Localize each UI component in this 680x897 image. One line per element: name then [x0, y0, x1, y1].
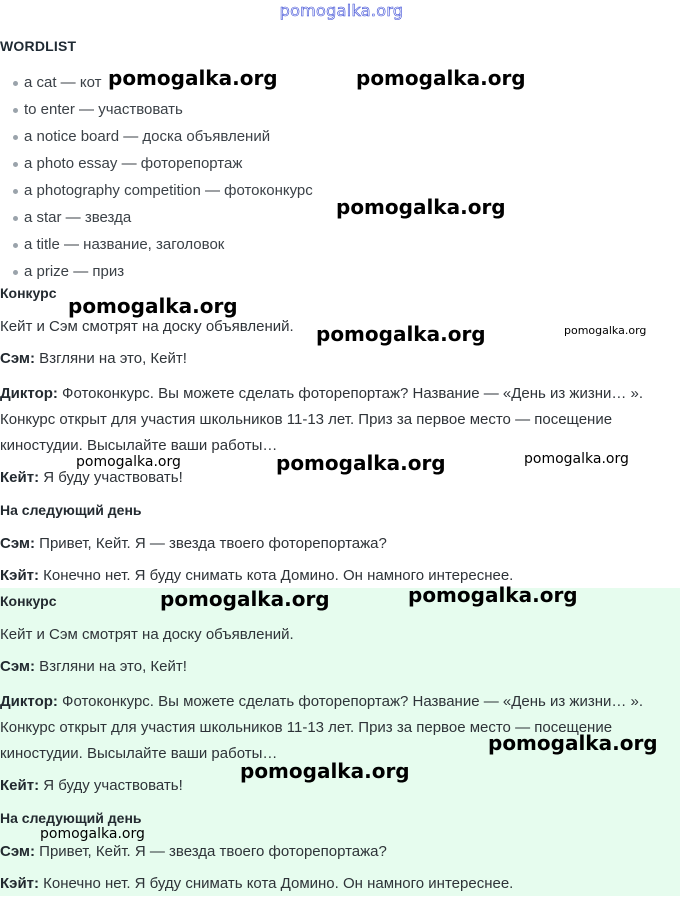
dialogue-text: Я буду участвовать! — [39, 777, 183, 794]
story-block — [0, 280, 680, 588]
speaker-name: Сэм: — [0, 535, 36, 552]
dialogue-line — [0, 871, 678, 897]
wordlist-title: WORDLIST — [0, 38, 77, 54]
dialogue-line — [0, 654, 678, 680]
dialogue-line — [0, 563, 678, 589]
wordlist-item: a star — звезда — [0, 204, 680, 231]
wordlist — [0, 69, 680, 285]
dialogue-line — [0, 773, 678, 799]
dialogue-text: Привет, Кейт. Я — звезда твоего фоторепортажа? — [35, 843, 387, 860]
watermark: pomogalka.org — [160, 587, 330, 611]
dialogue-line — [0, 381, 678, 459]
watermark: pomogalka.org — [240, 759, 410, 783]
dialogue-line — [0, 346, 678, 372]
story-subheading: На следующий день — [0, 502, 142, 518]
speaker-name: Сэм: — [0, 658, 36, 675]
watermark: pomogalka.org — [356, 66, 526, 90]
wordlist-item: a photography competition — фотоконкурс — [0, 177, 680, 204]
watermark: pomogalka.org — [336, 195, 506, 219]
wordlist-item: a prize — приз — [0, 258, 680, 285]
wordlist-item: a cat — кот — [0, 69, 680, 96]
dialogue-line — [0, 465, 678, 491]
wordlist-item: a photo essay — фоторепортаж — [0, 150, 680, 177]
speaker-name: Сэм: — [0, 843, 36, 860]
wordlist-item: to enter — участвовать — [0, 96, 680, 123]
story-intro: Кейт и Сэм смотрят на доску объявлений. — [0, 318, 294, 335]
watermark: pomogalka.org — [108, 66, 278, 90]
speaker-name: Кэйт: — [0, 567, 40, 584]
watermark: pomogalka.org — [316, 322, 486, 346]
watermark: pomogalka.org — [276, 451, 446, 475]
story-block-highlighted — [0, 588, 680, 896]
speaker-name: Кейт: — [0, 777, 40, 794]
speaker-name: Кэйт: — [0, 875, 40, 892]
speaker-name: Диктор: — [0, 385, 58, 402]
wordlist-item: a title — название, заголовок — [0, 231, 680, 258]
header-watermark: pomogalka.org — [279, 1, 404, 20]
story-intro: Кейт и Сэм смотрят на доску объявлений. — [0, 626, 294, 643]
dialogue-text: Я буду участвовать! — [39, 469, 183, 486]
dialogue-text: Конечно нет. Я буду снимать кота Домино. Он намного интереснее. — [39, 567, 514, 584]
dialogue-line — [0, 689, 678, 767]
dialogue-text: Фотоконкурс. Вы можете сделать фоторепортаж? Название — «День из жизни… ». Конкурс открыт для участия школьников 11-13 лет. Приз за первое место — посещение киностудии. Высылайте ваши работы… — [0, 385, 644, 454]
wordlist-item: a notice board — доска объявлений — [0, 123, 680, 150]
watermark: pomogalka.org — [524, 451, 629, 467]
watermark: pomogalka.org — [488, 731, 658, 755]
speaker-name: Диктор: — [0, 693, 58, 710]
watermark: pomogalka.org — [68, 294, 238, 318]
dialogue-text: Взгляни на это, Кейт! — [35, 658, 187, 675]
speaker-name: Кейт: — [0, 469, 40, 486]
dialogue-line — [0, 531, 678, 557]
watermark: pomogalka.org — [564, 324, 647, 337]
watermark: pomogalka.org — [408, 583, 578, 607]
watermark: pomogalka.org — [40, 826, 145, 842]
story-subheading: На следующий день — [0, 810, 142, 826]
watermark: pomogalka.org — [76, 454, 181, 470]
dialogue-text: Привет, Кейт. Я — звезда твоего фоторепортажа? — [35, 535, 387, 552]
dialogue-text: Взгляни на это, Кейт! — [35, 350, 187, 367]
dialogue-text: Фотоконкурс. Вы можете сделать фоторепортаж? Название — «День из жизни… ». Конкурс открыт для участия школьников 11-13 лет. Приз за первое место — посещение киностудии. Высылайте ваши работы… — [0, 693, 644, 762]
speaker-name: Сэм: — [0, 350, 36, 367]
story-heading: Конкурс — [0, 593, 57, 609]
dialogue-line — [0, 839, 678, 865]
story-heading: Конкурс — [0, 285, 57, 301]
dialogue-text: Конечно нет. Я буду снимать кота Домино. Он намного интереснее. — [39, 875, 514, 892]
